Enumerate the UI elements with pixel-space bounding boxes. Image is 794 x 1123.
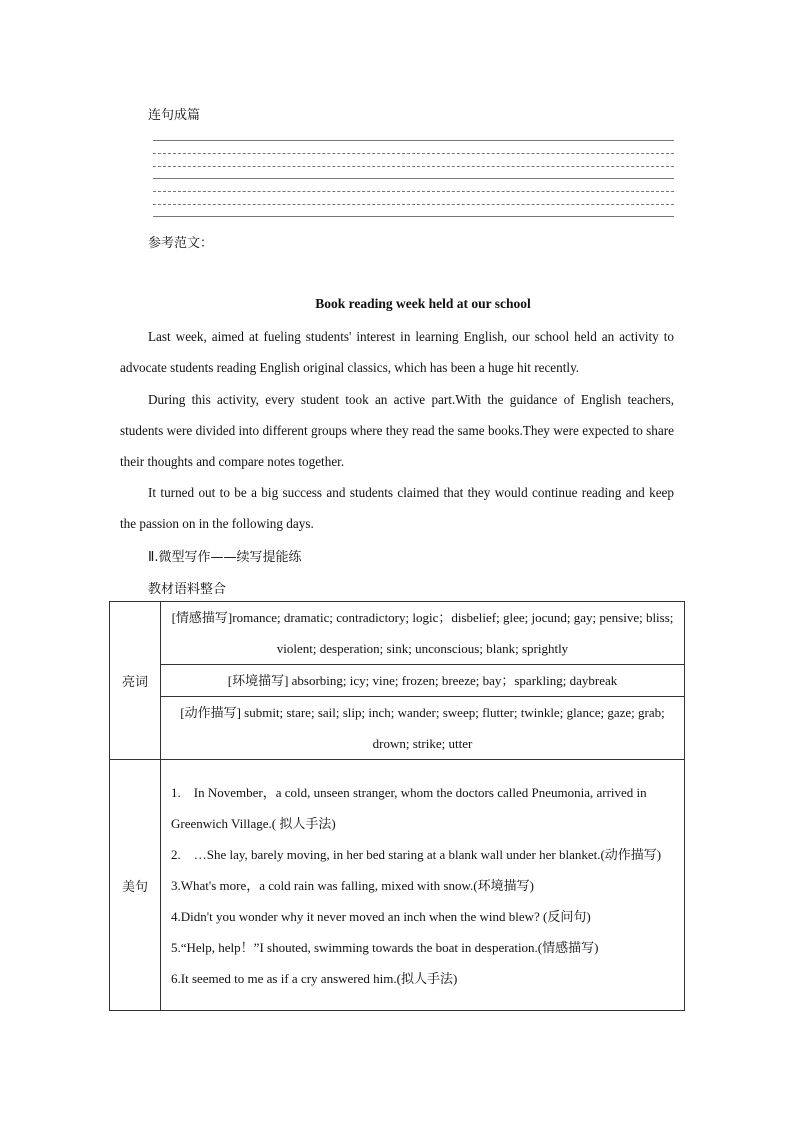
table-row <box>110 760 685 1011</box>
words-label: 亮词 <box>110 602 161 760</box>
essay-title: Book reading week held at our school <box>315 296 531 311</box>
words-action-cell: [动作描写] submit; stare; sail; slip; inch; wander; sweep; flutter; twinkle; glance; gaze; grab; drown; strike; utter <box>161 697 685 760</box>
words-environment-cell: [环境描写] absorbing; icy; vine; frozen; breeze; bay；sparkling; daybreak <box>161 665 685 697</box>
writing-line <box>153 178 674 179</box>
sentence-item: 2. …She lay, barely moving, in her bed staring at a blank wall under her blanket.(动作描写) <box>171 846 662 862</box>
sentence-item: 5.“Help, help！”I shouted, swimming towards the boat in desperation.(情感描写) <box>171 939 599 955</box>
section-heading-linking: 连句成篇 <box>148 108 201 123</box>
sentence-item: 1. In November，a cold, unseen stranger, whom the doctors called Pneumonia, arrived in Greenwich Village.( 拟人手法) <box>171 784 647 831</box>
sentences-cell <box>161 760 685 1011</box>
sentence-item: 3.What's more，a cold rain was falling, mixed with snow.(环境描写) <box>171 877 534 893</box>
essay-paragraph: During this activity, every student took an active part.With the guidance of English teachers, students were divided into different groups where they read the same books.They were expected to share their thoughts and compare notes together. <box>120 392 674 469</box>
writing-line <box>153 191 674 192</box>
table-row <box>110 602 685 665</box>
table-row <box>110 665 685 697</box>
writing-line <box>153 153 674 154</box>
writing-line <box>153 140 674 141</box>
sentence-item: 6.It seemed to me as if a cry answered him.(拟人手法) <box>171 970 458 986</box>
sentence-item: 4.Didn't you wonder why it never moved an inch when the wind blew? (反问句) <box>171 908 591 924</box>
writing-line <box>153 166 674 167</box>
sentences-label: 美句 <box>110 760 161 1011</box>
writing-line <box>153 204 674 205</box>
table-row <box>110 697 685 760</box>
words-emotion-cell: [情感描写]romance; dramatic; contradictory; logic；disbelief; glee; jocund; gay; pensive; bliss; violent; desperation; sink; unconscious; blank; sprightly <box>161 602 685 665</box>
writing-line <box>153 216 674 217</box>
essay-paragraph: It turned out to be a big success and students claimed that they would continue reading and keep the passion on in the following days. <box>120 485 674 531</box>
reference-label: 参考范文： <box>148 236 214 251</box>
section-subheading: 教材语料整合 <box>148 582 227 597</box>
section-heading-micro-writing: Ⅱ.微型写作——续写提能练 <box>148 550 302 565</box>
material-table <box>109 601 685 1011</box>
essay-paragraph: Last week, aimed at fueling students' interest in learning English, our school held an activity to advocate students reading English original classics, which has been a huge hit recently. <box>120 329 674 375</box>
